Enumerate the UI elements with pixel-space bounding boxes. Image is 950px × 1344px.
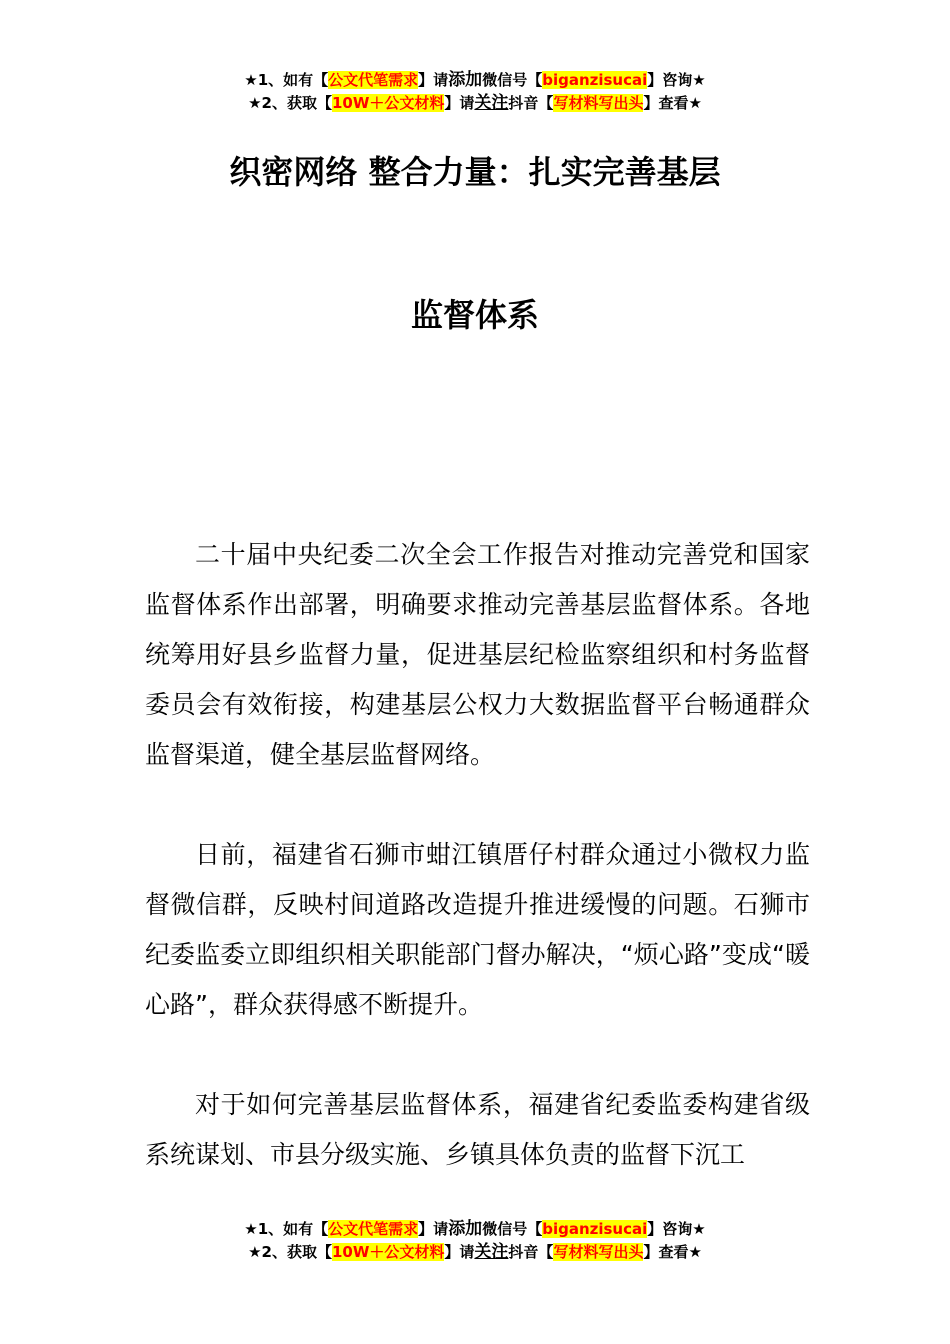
ad-highlight: 10W＋公文材料 [331, 94, 445, 112]
ad-emphasis: 添加 [448, 70, 483, 90]
ad-highlight: biganzisucai [542, 1220, 648, 1238]
ad-highlight: biganzisucai [542, 71, 648, 89]
ad-text: 】请 [444, 94, 475, 112]
ad-text: ★2、获取【 [248, 94, 332, 112]
document-title-line-2: 监督体系 [410, 296, 539, 334]
ad-text: 】请 [418, 1220, 449, 1238]
footer-ad-line-1 [0, 1218, 950, 1241]
header-ad-line-2 [0, 92, 950, 115]
ad-highlight: 公文代笔需求 [328, 71, 419, 89]
header-ad [0, 69, 950, 115]
ad-text: 】请 [444, 1243, 475, 1261]
footer-ad [0, 1218, 950, 1264]
ad-emphasis: 关注 [474, 1242, 509, 1262]
ad-text: ★1、如有【 [244, 71, 329, 89]
ad-text: ★2、获取【 [248, 1243, 332, 1261]
paragraph: 对于如何完善基层监督体系，福建省纪委监委构建省级系统谋划、市县分级实施、乡镇具体负责的监督下沉工 [145, 1090, 810, 1169]
ad-highlight: 公文代笔需求 [328, 1220, 419, 1238]
ad-emphasis: 添加 [448, 1219, 483, 1239]
document-body [145, 530, 810, 1230]
ad-text: 】查看★ [643, 94, 702, 112]
ad-highlight: 写材料写出头 [553, 1243, 644, 1261]
ad-text: 微信号【 [482, 1220, 543, 1238]
ad-emphasis: 关注 [474, 93, 509, 113]
footer-ad-line-2 [0, 1241, 950, 1264]
ad-text: ★1、如有【 [244, 1220, 329, 1238]
ad-text: 】咨询★ [647, 1220, 706, 1238]
ad-text: 】请 [418, 71, 449, 89]
paragraph: 日前，福建省石狮市蚶江镇厝仔村群众通过小微权力监督微信群，反映村间道路改造提升推进缓慢的问题。石狮市纪委监委立即组织相关职能部门督办解决，“烦心路”变成“暖心路”，群众获得感不断提升。 [145, 840, 810, 1019]
document-title-line-1: 织密网络 整合力量：扎实完善基层 [229, 153, 721, 191]
ad-text: 微信号【 [482, 71, 543, 89]
ad-text: 抖音【 [508, 94, 554, 112]
ad-text: 】咨询★ [647, 71, 706, 89]
ad-highlight: 10W＋公文材料 [331, 1243, 445, 1261]
ad-highlight: 写材料写出头 [553, 94, 644, 112]
ad-text: 抖音【 [508, 1243, 554, 1261]
paragraph: 二十届中央纪委二次全会工作报告对推动完善党和国家监督体系作出部署，明确要求推动完善基层监督体系。各地统筹用好县乡监督力量，促进基层纪检监察组织和村务监督委员会有效衔接，构建基层公权力大数据监督平台畅通群众监督渠道，健全基层监督网络。 [145, 540, 810, 769]
ad-text: 】查看★ [643, 1243, 702, 1261]
header-ad-line-1 [0, 69, 950, 92]
